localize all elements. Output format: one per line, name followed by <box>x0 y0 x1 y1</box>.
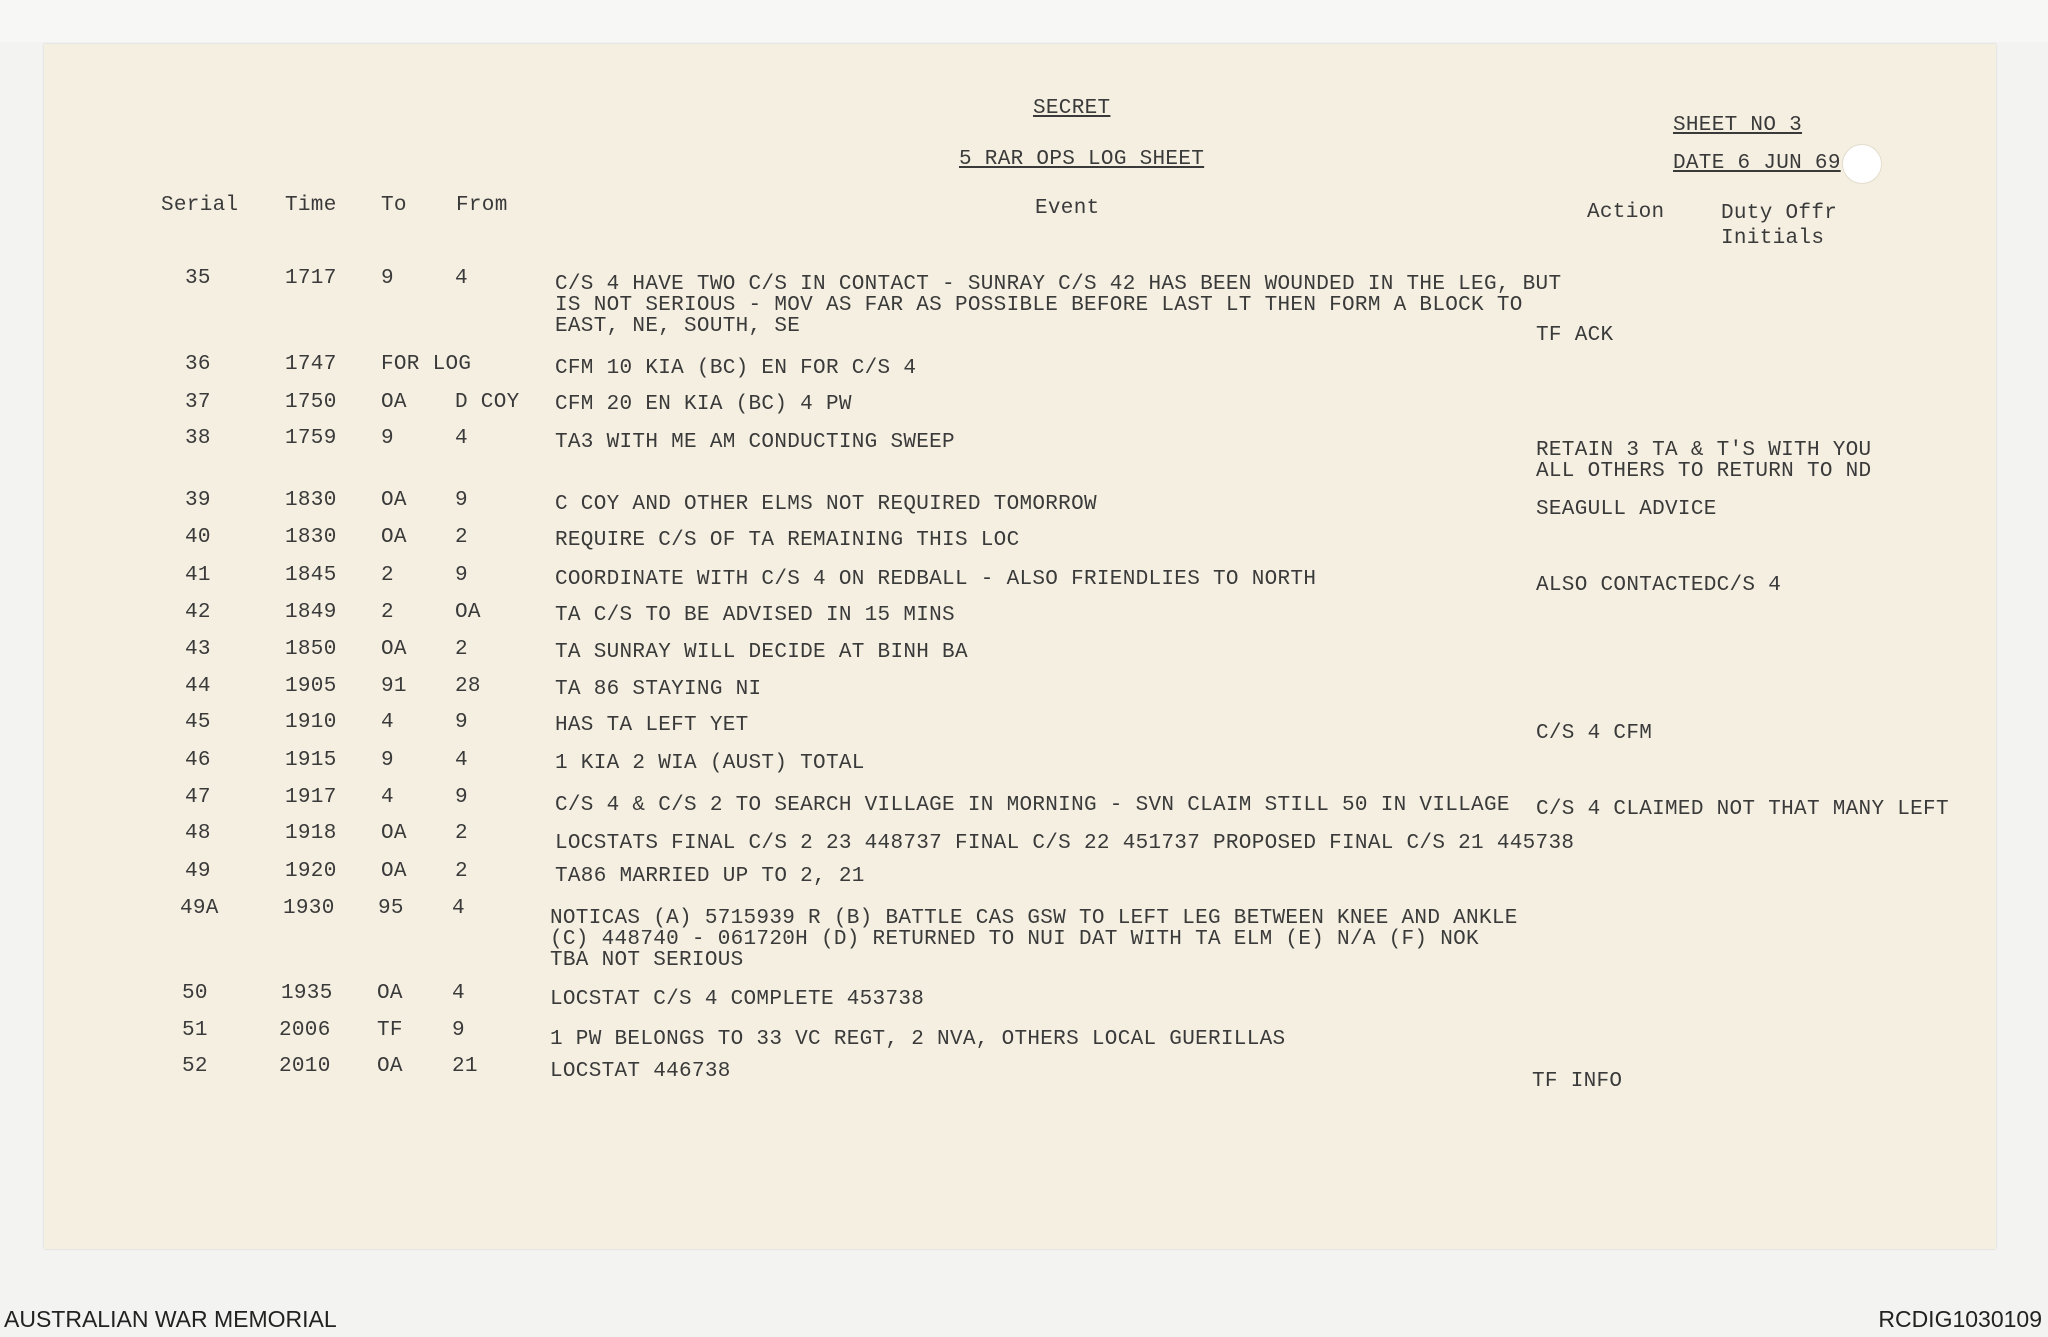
from-cell: 4 <box>455 749 468 772</box>
from-cell: 4 <box>455 267 468 290</box>
to-cell: 9 <box>381 749 394 772</box>
serial-cell: 43 <box>185 638 211 661</box>
serial-cell: 48 <box>185 822 211 845</box>
to-cell: FOR LOG <box>381 353 472 376</box>
event-cell: TA SUNRAY WILL DECIDE AT BINH BA <box>555 641 968 664</box>
serial-cell: 35 <box>185 267 211 290</box>
action-cell: ALSO CONTACTEDC/S 4 <box>1536 574 1782 597</box>
time-cell: 1750 <box>285 391 337 414</box>
from-cell: 2 <box>455 638 468 661</box>
from-cell: 9 <box>455 489 468 512</box>
time-cell: 1849 <box>285 601 337 624</box>
col-header-to: To <box>381 194 407 217</box>
to-cell: 95 <box>378 897 404 920</box>
col-header-duty-offr: Duty Offr <box>1721 202 1838 225</box>
from-cell: 9 <box>455 711 468 734</box>
time-cell: 1905 <box>285 675 337 698</box>
log-sheet-title: 5 RAR OPS LOG SHEET <box>959 148 1205 171</box>
event-cell: TA3 WITH ME AM CONDUCTING SWEEP <box>555 431 955 454</box>
serial-cell: 42 <box>185 601 211 624</box>
col-header-event: Event <box>1035 197 1100 220</box>
to-cell: OA <box>381 526 407 549</box>
classification-heading: SECRET <box>1033 97 1111 120</box>
action-cell: C/S 4 CFM <box>1536 722 1653 745</box>
serial-cell: 46 <box>185 749 211 772</box>
to-cell: TF <box>377 1019 403 1042</box>
action-cell: TF INFO <box>1532 1070 1623 1093</box>
from-cell: 21 <box>452 1055 478 1078</box>
event-cell: REQUIRE C/S OF TA REMAINING THIS LOC <box>555 529 1020 552</box>
from-cell: OA <box>455 601 481 624</box>
serial-cell: 41 <box>185 564 211 587</box>
to-cell: 9 <box>381 267 394 290</box>
time-cell: 1915 <box>285 749 337 772</box>
to-cell: 9 <box>381 427 394 450</box>
event-cell: TA C/S TO BE ADVISED IN 15 MINS <box>555 604 955 627</box>
time-cell: 1845 <box>285 564 337 587</box>
time-cell: 1830 <box>285 526 337 549</box>
event-cell: C/S 4 & C/S 2 TO SEARCH VILLAGE IN MORNING - SVN CLAIM STILL 50 IN VILLAGE <box>555 794 1510 817</box>
from-cell: 28 <box>455 675 481 698</box>
time-cell: 1830 <box>285 489 337 512</box>
serial-cell: 50 <box>182 982 208 1005</box>
col-header-initials: Initials <box>1721 227 1825 250</box>
from-cell: 9 <box>455 564 468 587</box>
time-cell: 1717 <box>285 267 337 290</box>
action-cell: TF ACK <box>1536 324 1614 347</box>
from-cell: 9 <box>455 786 468 809</box>
event-cell: LOCSTAT 446738 <box>550 1060 731 1083</box>
col-header-serial: Serial <box>161 194 239 217</box>
time-cell: 1935 <box>281 982 333 1005</box>
event-cell: COORDINATE WITH C/S 4 ON REDBALL - ALSO FRIENDLIES TO NORTH <box>555 568 1317 591</box>
event-cell: 1 KIA 2 WIA (AUST) TOTAL <box>555 752 865 775</box>
time-cell: 1930 <box>283 897 335 920</box>
action-cell: SEAGULL ADVICE <box>1536 498 1717 521</box>
to-cell: OA <box>377 1055 403 1078</box>
event-cell: TA 86 STAYING NI <box>555 678 762 701</box>
log-sheet-paper <box>44 44 1996 1249</box>
serial-cell: 37 <box>185 391 211 414</box>
serial-cell: 36 <box>185 353 211 376</box>
from-cell: D COY <box>455 391 520 414</box>
col-header-action: Action <box>1587 201 1665 224</box>
to-cell: OA <box>381 860 407 883</box>
serial-cell: 49A <box>180 897 219 920</box>
to-cell: OA <box>381 638 407 661</box>
event-cell: NOTICAS (A) 5715939 R (B) BATTLE CAS GSW TO LEFT LEG BETWEEN KNEE AND ANKLE (C) 448740 - 061720H (D) RETURNED TO NUI DAT WITH TA ELM (E) N/A (F) NOK TBA NOT SERIOUS <box>550 907 1518 972</box>
col-header-from: From <box>456 194 508 217</box>
event-cell: C/S 4 HAVE TWO C/S IN CONTACT - SUNRAY C/S 42 HAS BEEN WOUNDED IN THE LEG, BUT IS NOT SERIOUS - MOV AS FAR AS POSSIBLE BEFORE LAST LT THEN FORM A BLOCK TO EAST, NE, SOUTH, SE <box>555 273 1562 338</box>
event-cell: TA86 MARRIED UP TO 2, 21 <box>555 865 865 888</box>
serial-cell: 44 <box>185 675 211 698</box>
time-cell: 1759 <box>285 427 337 450</box>
from-cell: 9 <box>452 1019 465 1042</box>
col-header-time: Time <box>285 194 337 217</box>
time-cell: 1918 <box>285 822 337 845</box>
action-cell: RETAIN 3 TA & T'S WITH YOU ALL OTHERS TO RETURN TO ND <box>1536 439 1872 483</box>
sheet-date: DATE 6 JUN 69 <box>1673 152 1841 175</box>
time-cell: 1910 <box>285 711 337 734</box>
time-cell: 2006 <box>279 1019 331 1042</box>
serial-cell: 40 <box>185 526 211 549</box>
from-cell: 2 <box>455 822 468 845</box>
to-cell: 91 <box>381 675 407 698</box>
top-margin <box>0 0 2048 42</box>
to-cell: OA <box>381 391 407 414</box>
to-cell: 2 <box>381 601 394 624</box>
from-cell: 2 <box>455 526 468 549</box>
serial-cell: 47 <box>185 786 211 809</box>
event-cell: CFM 20 EN KIA (BC) 4 PW <box>555 393 852 416</box>
event-cell: CFM 10 KIA (BC) EN FOR C/S 4 <box>555 357 917 380</box>
to-cell: 4 <box>381 786 394 809</box>
sheet-number: SHEET NO 3 <box>1673 114 1803 137</box>
footer-record-id: RCDIG1030109 <box>1878 1306 2042 1332</box>
event-cell: LOCSTAT C/S 4 COMPLETE 453738 <box>550 988 925 1011</box>
serial-cell: 49 <box>185 860 211 883</box>
action-cell: C/S 4 CLAIMED NOT THAT MANY LEFT <box>1536 798 1949 821</box>
from-cell: 4 <box>452 982 465 1005</box>
to-cell: 2 <box>381 564 394 587</box>
event-cell: 1 PW BELONGS TO 33 VC REGT, 2 NVA, OTHERS LOCAL GUERILLAS <box>550 1028 1286 1051</box>
serial-cell: 45 <box>185 711 211 734</box>
from-cell: 4 <box>455 427 468 450</box>
event-cell: LOCSTATS FINAL C/S 2 23 448737 FINAL C/S 22 451737 PROPOSED FINAL C/S 21 445738 <box>555 832 1575 855</box>
footer-archive-name: AUSTRALIAN WAR MEMORIAL <box>4 1306 337 1332</box>
time-cell: 1850 <box>285 638 337 661</box>
event-cell: C COY AND OTHER ELMS NOT REQUIRED TOMORROW <box>555 493 1097 516</box>
from-cell: 2 <box>455 860 468 883</box>
serial-cell: 51 <box>182 1019 208 1042</box>
serial-cell: 38 <box>185 427 211 450</box>
to-cell: OA <box>381 489 407 512</box>
to-cell: OA <box>377 982 403 1005</box>
serial-cell: 39 <box>185 489 211 512</box>
to-cell: 4 <box>381 711 394 734</box>
time-cell: 1920 <box>285 860 337 883</box>
to-cell: OA <box>381 822 407 845</box>
time-cell: 2010 <box>279 1055 331 1078</box>
time-cell: 1917 <box>285 786 337 809</box>
serial-cell: 52 <box>182 1055 208 1078</box>
from-cell: 4 <box>452 897 465 920</box>
event-cell: HAS TA LEFT YET <box>555 714 749 737</box>
time-cell: 1747 <box>285 353 337 376</box>
punch-hole <box>1842 144 1882 184</box>
